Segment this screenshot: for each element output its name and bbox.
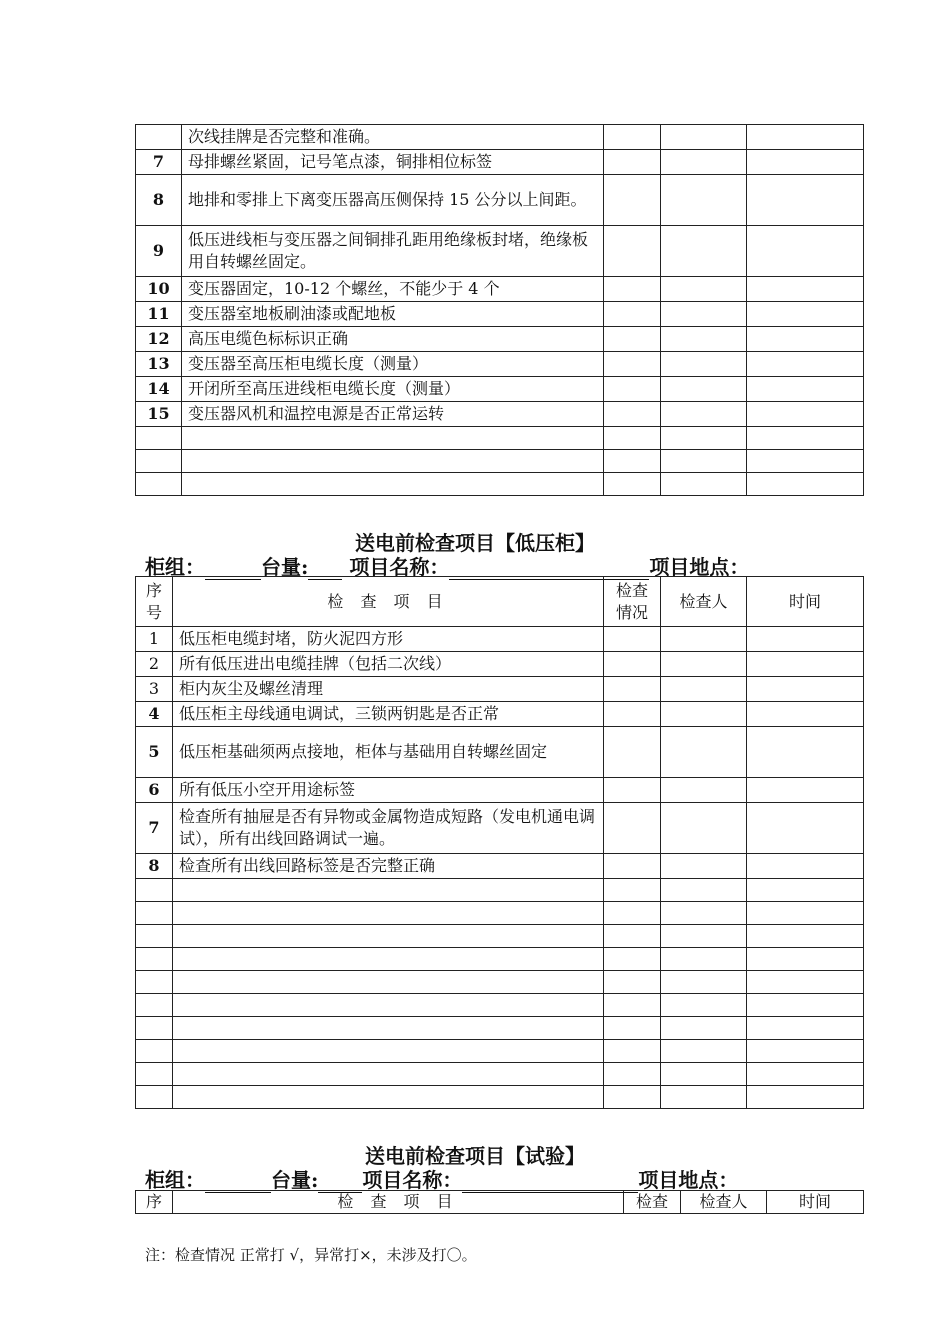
inspector-cell[interactable] — [661, 702, 747, 727]
row-number: 14 — [136, 377, 182, 402]
empty-row — [136, 1063, 864, 1086]
project-name-label: 项目名称： — [362, 1168, 463, 1192]
header-item: 检 查 项 目 — [173, 577, 604, 627]
section-title-low-voltage: 送电前检查项目【低压柜】 — [355, 531, 595, 555]
row-number: 4 — [136, 702, 173, 727]
time-cell[interactable] — [747, 702, 864, 727]
table-row — [136, 652, 864, 677]
time-cell[interactable] — [747, 402, 864, 427]
header-time: 时间 — [767, 1191, 864, 1214]
header-seq: 序 — [136, 1191, 173, 1214]
table-row — [136, 677, 864, 702]
check-item: 所有低压进出电缆挂牌（包括二次线） — [173, 652, 604, 677]
table-row — [136, 226, 864, 277]
table-row — [136, 352, 864, 377]
check-item: 高压电缆色标标识正确 — [182, 327, 604, 352]
row-number: 7 — [136, 803, 173, 854]
check-item: 变压器室地板刷油漆或配地板 — [182, 302, 604, 327]
header-inspector: 检查人 — [681, 1191, 767, 1214]
table-header-row — [136, 1191, 864, 1214]
time-cell[interactable] — [747, 226, 864, 277]
inspector-cell[interactable] — [661, 352, 747, 377]
test-check-table — [135, 1190, 864, 1214]
time-cell[interactable] — [747, 352, 864, 377]
section-meta-test — [145, 1164, 738, 1193]
check-item: 低压进线柜与变压器之间铜排孔距用绝缘板封堵，绝缘板用自转螺丝固定。 — [182, 226, 604, 277]
empty-row — [136, 427, 864, 450]
empty-row — [136, 1040, 864, 1063]
header-item: 检 查 项 目 — [173, 1191, 624, 1214]
time-cell[interactable] — [747, 627, 864, 652]
table-row — [136, 327, 864, 352]
footnote: 注：检查情况 正常打 √，异常打×，未涉及打〇。 — [145, 1246, 477, 1264]
time-cell[interactable] — [747, 854, 864, 879]
row-number: 3 — [136, 677, 173, 702]
row-number: 6 — [136, 778, 173, 803]
low-voltage-check-table — [135, 576, 864, 1109]
status-cell[interactable] — [604, 150, 661, 175]
empty-row — [136, 1086, 864, 1109]
status-cell[interactable] — [604, 627, 661, 652]
table-row — [136, 150, 864, 175]
time-cell[interactable] — [747, 125, 864, 150]
status-cell[interactable] — [604, 327, 661, 352]
row-number: 10 — [136, 277, 182, 302]
empty-row — [136, 450, 864, 473]
empty-row — [136, 994, 864, 1017]
time-cell[interactable] — [747, 778, 864, 803]
table-row — [136, 803, 864, 854]
inspector-cell[interactable] — [661, 402, 747, 427]
quantity-label: 台量: — [261, 555, 309, 579]
inspector-cell[interactable] — [661, 778, 747, 803]
status-cell[interactable] — [604, 352, 661, 377]
check-item: 变压器风机和温控电源是否正常运转 — [182, 402, 604, 427]
row-number: 5 — [136, 727, 173, 778]
check-item: 开闭所至高压进线柜电缆长度（测量） — [182, 377, 604, 402]
inspector-cell[interactable] — [661, 327, 747, 352]
time-cell[interactable] — [747, 727, 864, 778]
check-item: 地排和零排上下离变压器高压侧保持 15 公分以上间距。 — [182, 175, 604, 226]
inspector-cell[interactable] — [661, 302, 747, 327]
table-row — [136, 175, 864, 226]
status-cell[interactable] — [604, 727, 661, 778]
inspector-cell[interactable] — [661, 677, 747, 702]
empty-row — [136, 948, 864, 971]
check-item: 所有低压小空开用途标签 — [173, 778, 604, 803]
project-name-label: 项目名称： — [349, 555, 450, 579]
status-cell[interactable] — [604, 652, 661, 677]
row-number — [136, 125, 182, 150]
row-number: 7 — [136, 150, 182, 175]
cabinet-group-label: 柜组： — [145, 1168, 205, 1192]
check-item: 母排螺丝紧固，记号笔点漆，铜排相位标签 — [182, 150, 604, 175]
row-number: 15 — [136, 402, 182, 427]
table-row — [136, 377, 864, 402]
project-location-label: 项目地点： — [638, 1168, 739, 1192]
time-cell[interactable] — [747, 327, 864, 352]
inspector-cell[interactable] — [661, 727, 747, 778]
header-time: 时间 — [747, 577, 864, 627]
transformer-check-table — [135, 124, 864, 496]
time-cell[interactable] — [747, 302, 864, 327]
row-number: 1 — [136, 627, 173, 652]
table-header-row — [136, 577, 864, 627]
check-item: 变压器固定，10-12 个螺丝，不能少于 4 个 — [182, 277, 604, 302]
status-cell[interactable] — [604, 302, 661, 327]
table-row — [136, 854, 864, 879]
status-cell[interactable] — [604, 125, 661, 150]
inspector-cell[interactable] — [661, 803, 747, 854]
row-number: 13 — [136, 352, 182, 377]
status-cell[interactable] — [604, 175, 661, 226]
status-cell[interactable] — [604, 854, 661, 879]
header-inspector: 检查人 — [661, 577, 747, 627]
table-row — [136, 778, 864, 803]
empty-row — [136, 925, 864, 948]
table-row — [136, 727, 864, 778]
empty-row — [136, 902, 864, 925]
time-cell[interactable] — [747, 803, 864, 854]
empty-row — [136, 473, 864, 496]
time-cell[interactable] — [747, 677, 864, 702]
check-item: 检查所有抽屉是否有异物或金属物造成短路（发电机通电调试），所有出线回路调试一遍。 — [173, 803, 604, 854]
inspector-cell[interactable] — [661, 277, 747, 302]
row-number: 8 — [136, 175, 182, 226]
inspector-cell[interactable] — [661, 175, 747, 226]
inspector-cell[interactable] — [661, 652, 747, 677]
time-cell[interactable] — [747, 150, 864, 175]
inspector-cell[interactable] — [661, 377, 747, 402]
cabinet-group-label: 柜组： — [145, 555, 205, 579]
time-cell[interactable] — [747, 175, 864, 226]
row-number: 8 — [136, 854, 173, 879]
empty-row — [136, 971, 864, 994]
header-status: 检查情况 — [604, 577, 661, 627]
status-cell[interactable] — [604, 677, 661, 702]
check-item: 变压器至高压柜电缆长度（测量） — [182, 352, 604, 377]
row-number: 12 — [136, 327, 182, 352]
status-cell[interactable] — [604, 778, 661, 803]
status-cell[interactable] — [604, 277, 661, 302]
header-seq: 序号 — [136, 577, 173, 627]
check-item: 低压柜电缆封堵，防火泥四方形 — [173, 627, 604, 652]
table-row — [136, 402, 864, 427]
status-cell[interactable] — [604, 402, 661, 427]
empty-row — [136, 879, 864, 902]
project-location-label: 项目地点： — [649, 555, 750, 579]
check-item: 柜内灰尘及螺丝清理 — [173, 677, 604, 702]
check-item: 低压柜主母线通电调试，三锁两钥匙是否正常 — [173, 702, 604, 727]
empty-row — [136, 1017, 864, 1040]
table-row — [136, 702, 864, 727]
check-item: 次线挂牌是否完整和准确。 — [182, 125, 604, 150]
row-number: 2 — [136, 652, 173, 677]
header-status: 检查 — [624, 1191, 681, 1214]
time-cell[interactable] — [747, 277, 864, 302]
time-cell[interactable] — [747, 652, 864, 677]
table-row — [136, 627, 864, 652]
quantity-label: 台量: — [271, 1168, 319, 1192]
table-row — [136, 125, 864, 150]
inspector-cell[interactable] — [661, 150, 747, 175]
status-cell[interactable] — [604, 226, 661, 277]
section-title-test: 送电前检查项目【试验】 — [365, 1144, 585, 1168]
status-cell[interactable] — [604, 702, 661, 727]
inspector-cell[interactable] — [661, 627, 747, 652]
table-row — [136, 302, 864, 327]
row-number: 9 — [136, 226, 182, 277]
inspector-cell[interactable] — [661, 854, 747, 879]
check-item: 检查所有出线回路标签是否完整正确 — [173, 854, 604, 879]
time-cell[interactable] — [747, 377, 864, 402]
status-cell[interactable] — [604, 803, 661, 854]
table-row — [136, 277, 864, 302]
check-item: 低压柜基础须两点接地，柜体与基础用自转螺丝固定 — [173, 727, 604, 778]
status-cell[interactable] — [604, 377, 661, 402]
inspector-cell[interactable] — [661, 226, 747, 277]
inspector-cell[interactable] — [661, 125, 747, 150]
row-number: 11 — [136, 302, 182, 327]
